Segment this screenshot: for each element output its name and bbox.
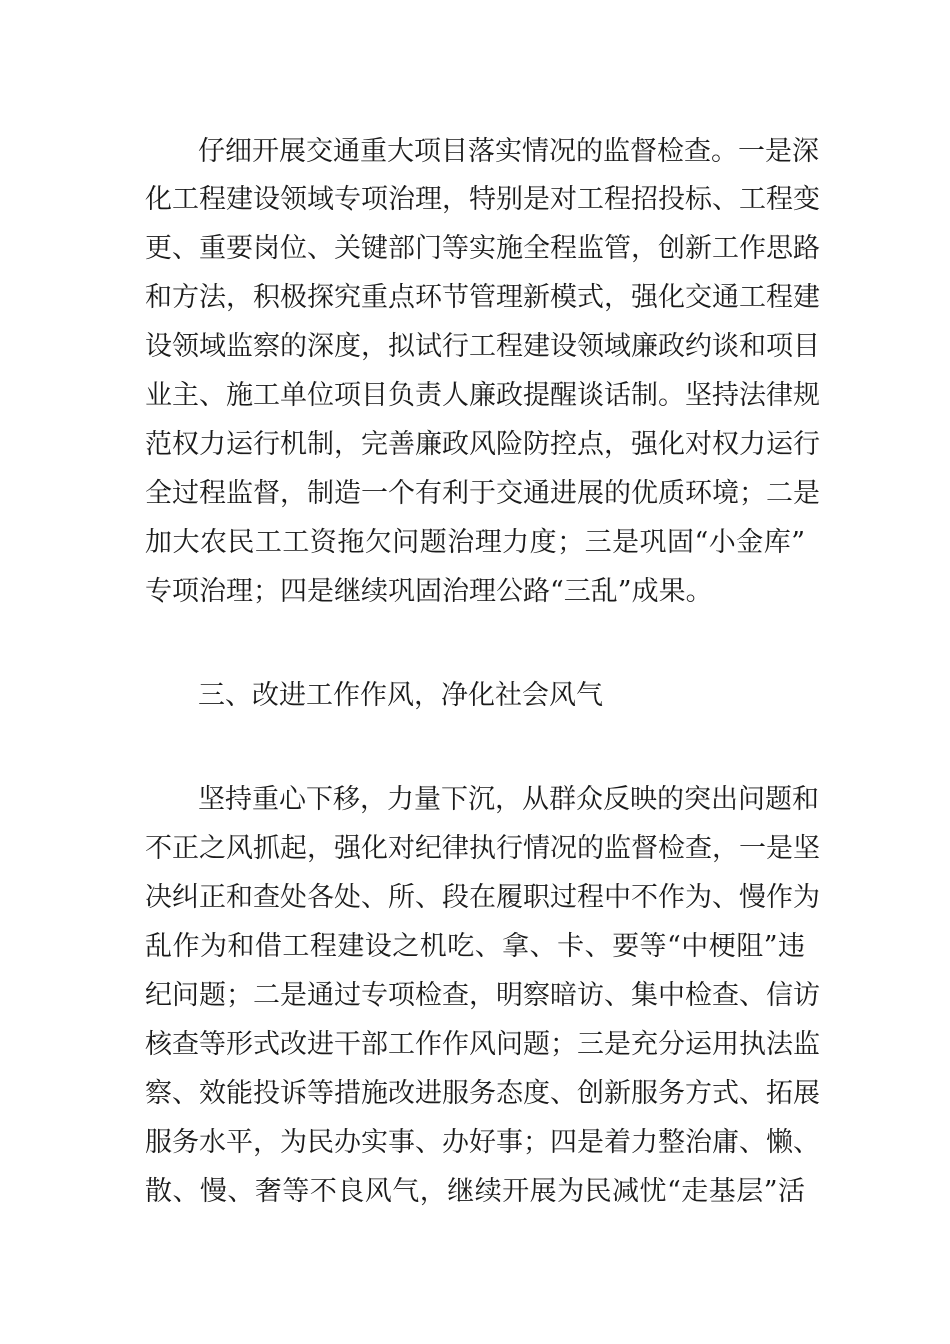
paragraph-line: 专项治理；四是继续巩固治理公路“三乱”成果。 <box>145 576 713 607</box>
section-heading: 三、改进工作作风，净化社会风气 <box>198 680 603 711</box>
paragraph-line: 纪问题；二是通过专项检查，明察暗访、集中检查、信访 <box>145 980 820 1011</box>
paragraph-line: 不正之风抓起，强化对纪律执行情况的监督检查，一是坚 <box>145 833 820 864</box>
paragraph-line: 仔细开展交通重大项目落实情况的监督检查。一是深 <box>198 136 819 167</box>
paragraph-line: 范权力运行机制，完善廉政风险防控点，强化对权力运行 <box>145 429 820 460</box>
paragraph-line: 全过程监督，制造一个有利于交通进展的优质环境；二是 <box>145 478 820 509</box>
paragraph-line: 散、慢、奢等不良风气，继续开展为民减忧“走基层”活 <box>145 1176 805 1207</box>
paragraph-line: 和方法，积极探究重点环节管理新模式，强化交通工程建 <box>145 282 820 313</box>
paragraph-line: 业主、施工单位项目负责人廉政提醒谈话制。坚持法律规 <box>145 380 820 411</box>
paragraph-line: 核查等形式改进干部工作作风问题；三是充分运用执法监 <box>145 1029 820 1060</box>
paragraph-line: 察、效能投诉等措施改进服务态度、创新服务方式、拓展 <box>145 1078 820 1109</box>
paragraph-line: 坚持重心下移，力量下沉，从群众反映的突出问题和 <box>198 784 819 815</box>
paragraph-line: 化工程建设领域专项治理，特别是对工程招投标、工程变 <box>145 184 820 215</box>
paragraph-line: 决纠正和查处各处、所、段在履职过程中不作为、慢作为 <box>145 882 820 913</box>
paragraph-line: 加大农民工工资拖欠问题治理力度；三是巩固“小金库” <box>145 527 805 558</box>
paragraph-line: 更、重要岗位、关键部门等实施全程监管，创新工作思路 <box>145 233 820 264</box>
paragraph-line: 服务水平，为民办实事、办好事；四是着力整治庸、懒、 <box>145 1127 820 1158</box>
paragraph-line: 设领域监察的深度，拟试行工程建设领域廉政约谈和项目 <box>145 331 820 362</box>
paragraph-line: 乱作为和借工程建设之机吃、拿、卡、要等“中梗阻”违 <box>145 931 805 962</box>
